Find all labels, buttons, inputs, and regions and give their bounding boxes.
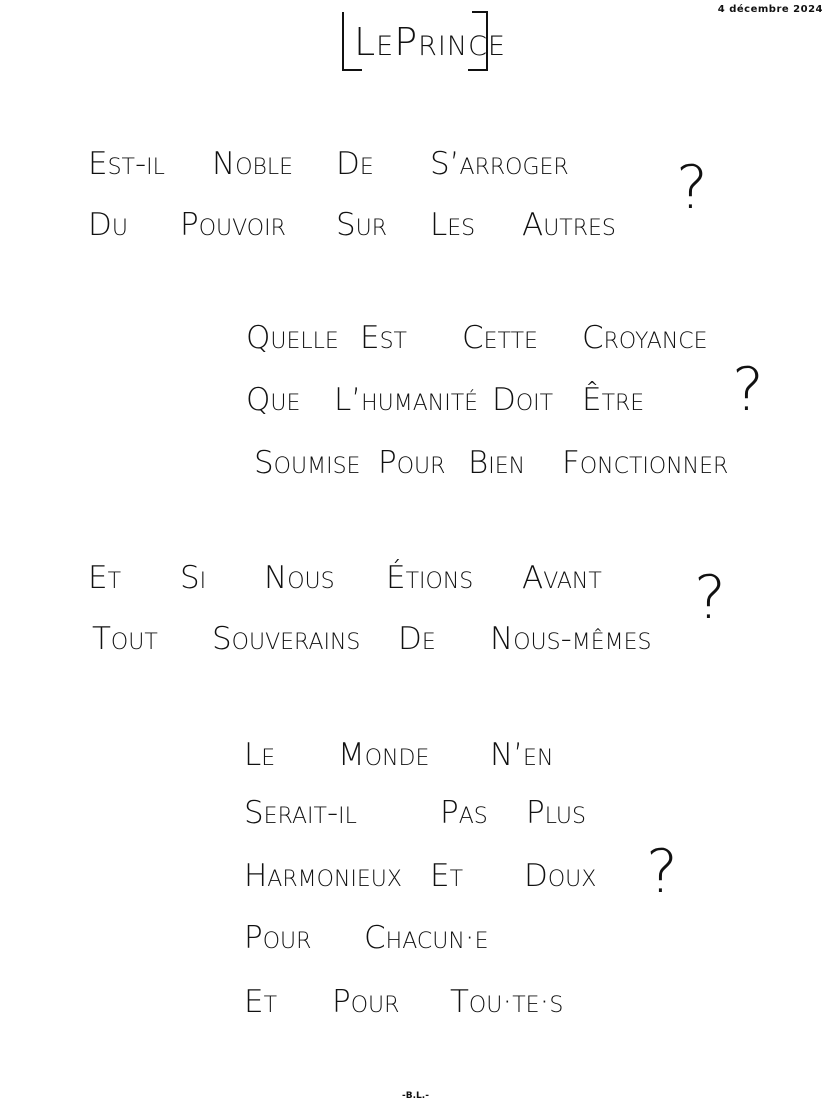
poem-date: 4 décembre 2024	[717, 4, 823, 15]
word: Plus	[526, 795, 586, 831]
word: Avant	[522, 560, 602, 596]
word: Doux	[524, 858, 597, 894]
stanza-4-line-4	[244, 918, 664, 958]
word: Harmonieux	[244, 858, 402, 894]
word: Tou·te·s	[450, 984, 564, 1020]
word: Fonctionner	[562, 445, 729, 481]
word: Doit	[492, 382, 554, 418]
stanza-3-line-2	[92, 619, 652, 659]
word: N’en	[490, 737, 554, 773]
word: Tout	[92, 621, 158, 657]
word: Pour	[332, 984, 400, 1020]
word: Est-il	[88, 146, 165, 182]
stanza-4-line-2	[244, 793, 664, 833]
word: Croyance	[582, 320, 708, 356]
stanza-2-line-2	[246, 380, 706, 420]
poem-title: LePrince	[354, 20, 506, 64]
author-signature: -B.L.-	[402, 1091, 429, 1101]
stanza-4-line-1	[244, 735, 664, 775]
stanza-1-line-1	[88, 144, 648, 184]
word: Souverains	[212, 621, 361, 657]
word: De	[336, 146, 374, 182]
stanza-3-line-1	[88, 558, 648, 598]
word: Le	[244, 737, 276, 773]
word: Est	[360, 320, 407, 356]
poem-title-frame	[340, 8, 506, 72]
word: Si	[180, 560, 207, 596]
stanza-4-line-5	[244, 982, 664, 1022]
word: Serait-il	[244, 795, 357, 831]
word: Monde	[338, 737, 430, 773]
word: Nous-mêmes	[490, 621, 652, 657]
word: Autres	[522, 207, 616, 243]
stanza-2-line-3	[254, 443, 729, 483]
word: Soumise	[254, 445, 361, 481]
stanza-4-line-3	[244, 856, 664, 896]
word: Pour	[378, 445, 446, 481]
word: Les	[430, 207, 476, 243]
word: L’humanité	[334, 382, 479, 418]
word: Cette	[462, 320, 538, 356]
stanza-1-line-2	[88, 205, 648, 245]
word: Nous	[264, 560, 335, 596]
word: Être	[582, 382, 645, 418]
question-mark: ?	[646, 837, 678, 907]
word: Pouvoir	[180, 207, 286, 243]
word: Étions	[386, 560, 474, 596]
word: Quelle	[246, 320, 339, 356]
word: Chacun·e	[364, 920, 489, 956]
question-mark: ?	[676, 153, 708, 223]
question-mark: ?	[732, 355, 764, 425]
word: Pour	[244, 920, 312, 956]
word: Et	[244, 984, 278, 1020]
stanza-2-line-1	[246, 318, 706, 358]
word: Que	[246, 382, 301, 418]
word: Pas	[440, 795, 488, 831]
word: Sur	[336, 207, 388, 243]
word: S’arroger	[430, 146, 569, 182]
question-mark: ?	[694, 563, 726, 633]
word: De	[398, 621, 436, 657]
word: Noble	[212, 146, 294, 182]
word: Et	[88, 560, 122, 596]
word: Bien	[468, 445, 526, 481]
word: Du	[88, 207, 128, 243]
word: Et	[430, 858, 464, 894]
